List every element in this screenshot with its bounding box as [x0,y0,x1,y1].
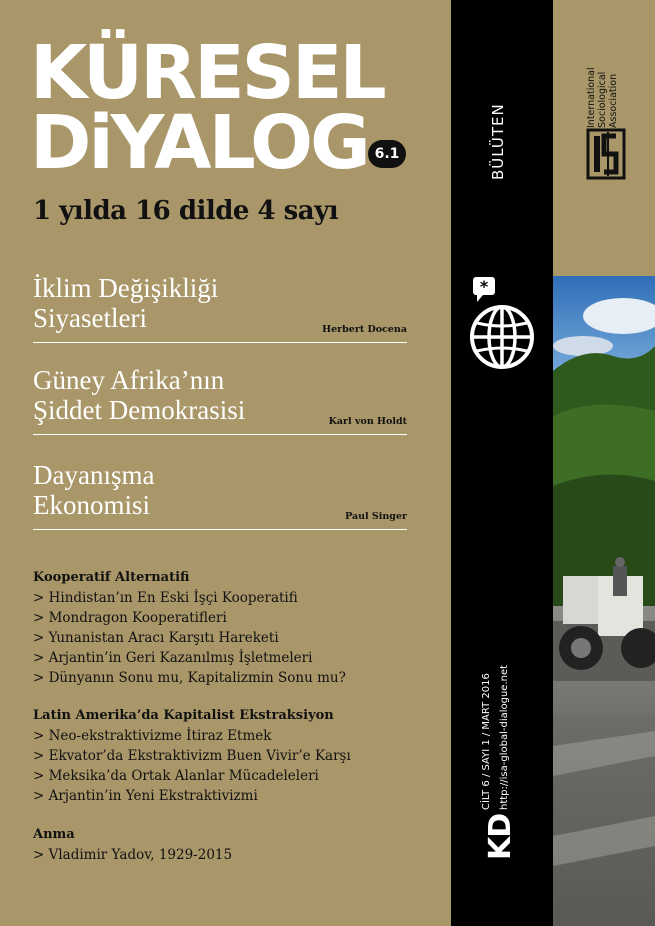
kd-logo-text: KD [483,813,518,860]
masthead-line-2: DiYALOG [30,100,368,186]
toc-item[interactable]: > Mondragon Kooperatifleri [33,610,227,626]
toc-item[interactable]: > Ekvator’da Ekstraktivizm Buen Vivir’e Karşı [33,748,351,764]
toc-item[interactable]: > Yunanistan Aracı Karşıtı Hareketi [33,630,279,646]
toc-section-cooperative [33,568,346,688]
toc-section-latin-america [33,706,351,806]
toc-item[interactable]: > Arjantin’in Geri Kazanılmış İşletmeleri [33,650,313,666]
volume-info: CİLT 6 / SAYI 1 / MART 2016 [481,673,492,810]
article-title: Güney Afrika’nın Şiddet Demokrasisi [33,365,246,425]
toc-item[interactable]: > Dünyanın Sonu mu, Kapitalizmin Sonu mu? [33,670,346,686]
globe-speech-icon [467,273,537,373]
isa-name: International Sociological Association [586,67,619,128]
toc-item[interactable]: > Neo-ekstraktivizme İtiraz Etmek [33,728,272,744]
article-solidarity[interactable] [33,460,407,530]
bulletin-label: BÜLÜTEN [489,103,507,180]
masthead-line-1: KÜRESEL [30,30,384,116]
isa-logo [586,128,626,180]
article-author: Karl von Holdt [328,416,407,427]
toc-item[interactable]: > Arjantin’in Yeni Ekstraktivizmi [33,788,258,804]
toc-item[interactable]: > Vladimir Yadov, 1929-2015 [33,847,233,863]
issue-badge: 6.1 [368,140,406,168]
toc-heading: Latin Amerika’da Kapitalist Ekstraksiyon [33,708,334,723]
svg-text:*: * [479,277,489,296]
tagline: 1 yılda 16 dilde 4 sayı [33,196,339,226]
article-climate[interactable] [33,273,407,343]
article-author: Herbert Docena [322,324,407,335]
toc-item[interactable]: > Meksika’da Ortak Alanlar Mücadeleleri [33,768,319,784]
website-url[interactable]: http://isa-global-dialogue.net [499,664,510,810]
toc-section-memoriam [33,825,232,865]
article-author: Paul Singer [345,511,407,522]
cover-photo [553,276,655,926]
article-title: Dayanışma Ekonomisi [33,460,155,520]
toc-heading: Kooperatif Alternatifi [33,570,190,585]
toc-item[interactable]: > Hindistan’ın En Eski İşçi Kooperatifi [33,590,298,606]
article-south-africa[interactable] [33,365,407,435]
article-title: İklim Değişikliği Siyasetleri [33,273,219,333]
toc-heading: Anma [33,827,75,842]
